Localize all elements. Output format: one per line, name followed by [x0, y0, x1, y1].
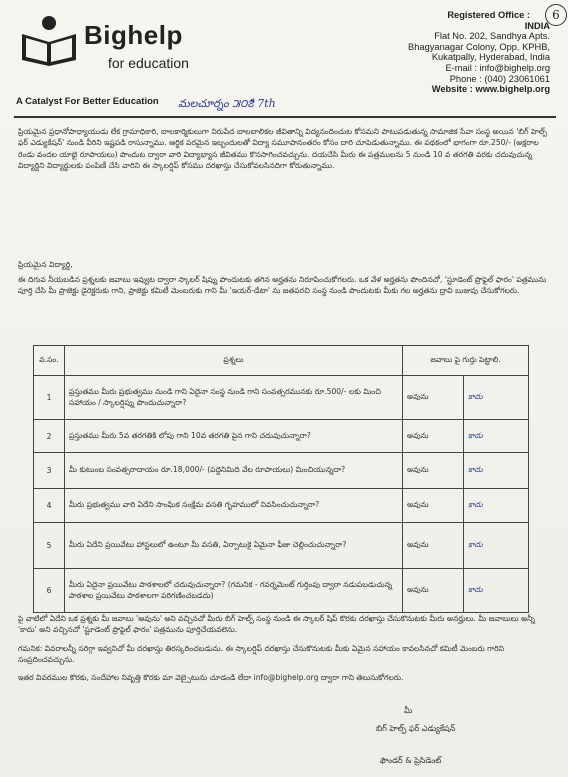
- row-question: మీరు ఏదైనా ప్రయివేటు పాఠశాలలో చదువుచున్నారా? (గమనిక - గవర్నమెంట్ గుర్తింపు ద్వారా నడుపబడుచున్న పాఠశాల ప్రయివేటు పాఠశాలగా పరిగణించబడదు): [65, 569, 403, 613]
- answer-yes: అవును: [403, 523, 464, 569]
- intro-paragraph: ప్రియమైన ప్రధానోపాధ్యాయుడు లేక గ్రామాధికారి, బాలకార్మికులుగా నిరుపేద బాలబాలికల జీవితాన్ని విద్యనందించుట కోసమని పాటుపడుతున్న సామాజిక సేవా సంస్థ అయిన 'బిగ్ హెల్ప్ ఫర్ ఎడ్యుకేషన్' నుండి వీరిని ఇష్టపడి రాసున్నాము. ఆర్థిక పరమైన ఇబ్బందులతో విద్యా సమూపానంతరం కోసం దారి చూపెడుతున్నాము. ఈ పథకంలో భాగంగా రూ.250/- (అక్షరాల రెండు వందల యాభై రూపాయలు) పొందుట ద్వారా వారి విద్యాభ్యాస జీవితము కొనసాగించవచ్చును. దయచేసి మీరు ఈ పత్రములను 5 నుండి 10 వ తరగతి వరకు చదువుచున్న విద్యార్థిని విద్యార్థులకు పంపిణీ చేసి వారిని ఈ స్కాలర్షిప్ కోసము దరఖాస్తు చేసుకోవలసినదిగా కోరుతున్నాము.: [18, 127, 548, 170]
- row-question: మీరు ఏదేని ప్రయివేటు హాస్టలులో ఉంటూ మీ వసతి, ఏర్పాటుకై ఏమైనా ఫీజు చెల్లించుచున్నారా?: [65, 523, 403, 569]
- contact-note: ఇతర వివరముల కొరకు, సందేహాల నివృత్తి కొరకు మా వెబ్సైటును చూడండి లేదా info@bighelp.org ద్వారా గాని తెలుసుకోగలరు.: [18, 673, 404, 682]
- office-address-line: Bhagyanagar Colony, Opp. KPHB,: [408, 41, 550, 52]
- answer-yes: అవును: [403, 376, 464, 420]
- table-row: [34, 453, 529, 489]
- row-question: ప్రస్తుతము మీరు ప్రభుత్వము నుండి గాని ఏదైనా సంస్థ నుండి గాని సంవత్సరమునకు రూ.500/- లకు మించి సహాయం / స్కాలర్షిప్ను పొందుచున్నారా?: [65, 376, 403, 420]
- col-header-answer: జవాబు పై గుర్తు పెట్టాలి.: [403, 346, 529, 376]
- answer-yes: అవును: [403, 420, 464, 453]
- eligibility-questions-table: [33, 345, 529, 613]
- answer-yes: అవును: [403, 569, 464, 613]
- eligibility-note: పై వాటిలో ఏదేని ఒక ప్రశ్నకు మీ జవాబు 'అవును' అని వచ్చినచో మీరు బిగ్ హెల్ప్ సంస్థ నుండి ఈ స్కాలర్ షిప్ కొరకు దరఖాస్తు చేసుకొనుటకు మీరు అనర్హులు. మీ జవాబులు అన్నీ 'కాదు' అని వచ్చినచో 'స్టూడెంట్ ప్రొఫైల్ ఫారం' పత్రమును పూర్తిచేయవలెను.: [18, 614, 536, 635]
- row-question: మీరు ప్రభుత్వము వారి ఏదేని సాంఘిక సంక్షేమ వసతి గృహములో నివసించుచున్నారా?: [65, 489, 403, 523]
- office-address-line: Kukatpally, Hyderabad, India: [431, 52, 550, 63]
- office-website: Website : www.bighelp.org: [431, 84, 550, 95]
- col-header-questions: ప్రశ్నలు: [65, 346, 403, 376]
- table-row: [34, 569, 529, 613]
- office-email: E-mail : info@bighelp.org: [445, 62, 550, 73]
- col-header-number: వ.సం.: [34, 346, 65, 376]
- answer-no: కాదు: [464, 453, 529, 489]
- office-address-line: Flat No. 202, Sandhya Apts.: [434, 31, 550, 42]
- registered-office-block: [408, 10, 550, 95]
- tagline: A Catalyst For Better Education: [16, 96, 159, 107]
- table-row: [34, 420, 529, 453]
- answer-no: కాదు: [464, 376, 529, 420]
- student-salutation: ప్రియమైన విద్యార్థి,: [18, 260, 73, 269]
- header-divider: [14, 116, 556, 118]
- row-question: ప్రస్తుతము మీరు 5వ తరగతికి లోపు గాని 10వ తరగతి పైన గాని చదువుచున్నారా?: [65, 420, 403, 453]
- table-row: [34, 376, 529, 420]
- row-number: 1: [34, 376, 65, 420]
- answer-no: కాదు: [464, 523, 529, 569]
- important-note: గమనిక: వివరాలన్నీ సరిగ్గా ఇవ్వనిచో మీ దరఖాస్తు తిరస్కరించబడును. ఈ స్కాలర్షిప్ దరఖాస్తు చేసుకొనుటకు మీకు ఏమైన సహాయం కావలసినచో కమిటీ మెంబరు గారిని సంప్రదించవచ్చును.: [18, 644, 505, 665]
- page-number-badge: 6: [545, 4, 567, 26]
- row-number: 4: [34, 489, 65, 523]
- office-country: INDIA: [524, 20, 550, 31]
- office-title: Registered Office :: [447, 10, 530, 20]
- answer-no: కాదు: [464, 489, 529, 523]
- row-number: 6: [34, 569, 65, 613]
- table-row: [34, 523, 529, 569]
- brand-name: Bighelp: [84, 20, 183, 50]
- signature-title: ఫౌండర్ & ప్రెసిడెంట్: [380, 756, 442, 765]
- answer-no: కాదు: [464, 569, 529, 613]
- answer-no: కాదు: [464, 420, 529, 453]
- row-number: 3: [34, 453, 65, 489]
- table-row: [34, 489, 529, 523]
- office-phone: Phone : (040) 23061061: [449, 73, 550, 84]
- table-header-row: [34, 346, 529, 376]
- row-question: మీ కుటుంబ సంవత్సరాదాయం రూ.18,000/- (పద్దెనిమిది వేల రూపాయలు) మించియున్నదా?: [65, 453, 403, 489]
- answer-yes: అవును: [403, 489, 464, 523]
- row-number: 2: [34, 420, 65, 453]
- row-number: 5: [34, 523, 65, 569]
- handwritten-note: మలచూర్నం ౫౦౭ి 7th: [178, 97, 276, 110]
- brand-subtitle: for education: [108, 55, 189, 71]
- book-person-logo-icon: [18, 12, 80, 68]
- answer-yes: అవును: [403, 453, 464, 489]
- signature-org: బిగ్ హెల్ప్ ఫర్ ఎడ్యుకేషన్: [376, 724, 456, 733]
- signature-line: మీ: [404, 706, 413, 715]
- instructions-paragraph: ఈ దిగువ నీయబడిన ప్రశ్నలకు జవాబు ఇవ్వుట ద్వారా స్కాలర్ షిప్ను పొందుటకు తగిన అర్హతను నిరూపించుకోగలరు. ఒక వేళ అర్హతను పొందినచో, 'స్టూడెంట్ ప్రొఫైల్ ఫారం' పత్రమును పూర్తి చేసి మీ ప్రాజెక్టు డైరెక్టరుకు గాని, ప్రాజెక్టు కమిటీ మెంబరుకు గాని మీ 'ఇయర్-డేటా' ను జతపరచి సంస్థ నుండి పొందుటకు మీకు గల అర్హతను ద్రావి బుజువు చేసుకోగలరు.: [18, 275, 547, 296]
